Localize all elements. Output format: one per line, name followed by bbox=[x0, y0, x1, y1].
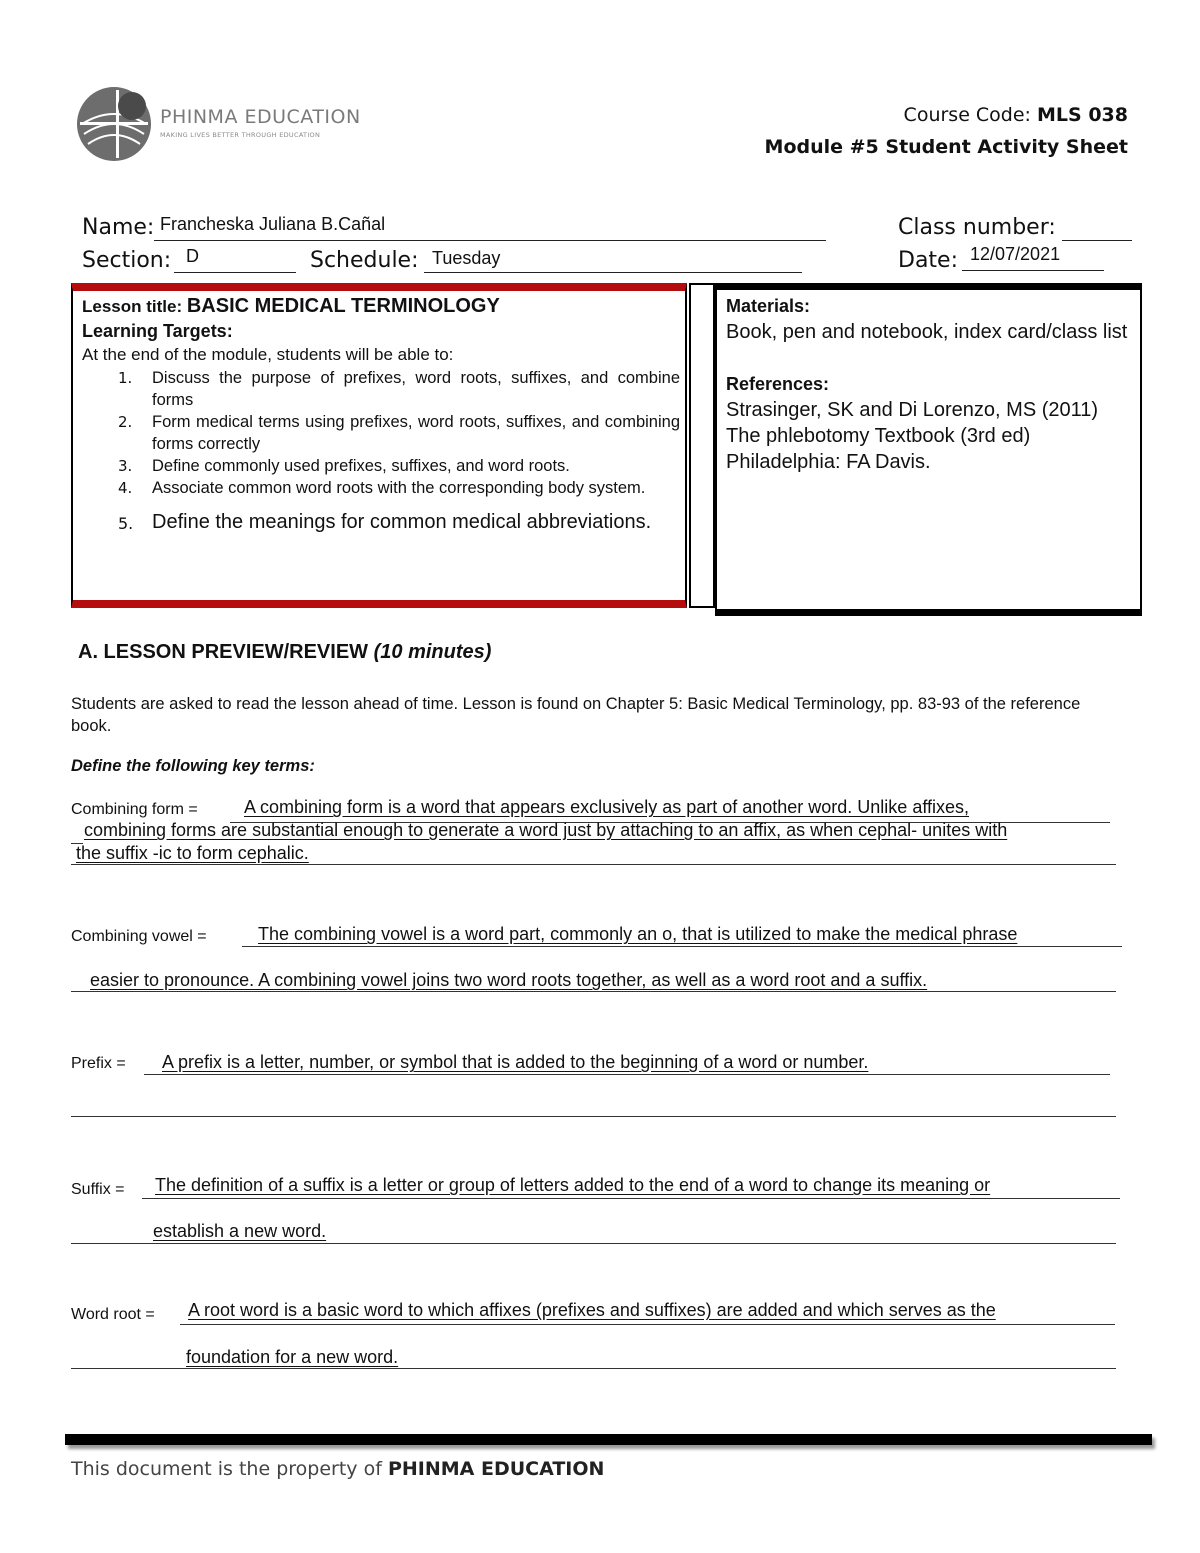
schedule-field[interactable] bbox=[424, 246, 802, 273]
answer-combining-vowel-2[interactable]: easier to pronounce. A combining vowel joins two word roots together, as well as a word root and a suffix. bbox=[90, 970, 928, 990]
answer-suffix-2[interactable]: establish a new word. bbox=[153, 1221, 327, 1241]
answer-combining-vowel-1[interactable]: The combining vowel is a word part, commonly an o, that is utilized to make the medical phrase bbox=[258, 924, 1018, 944]
answer-word-root-2[interactable]: foundation for a new word. bbox=[186, 1347, 399, 1367]
module-title: Module #5 Student Activity Sheet bbox=[764, 136, 1128, 158]
materials-text: Book, pen and notebook, index card/class list bbox=[726, 321, 1128, 343]
section-a-intro: Students are asked to read the lesson ahead of time. Lesson is found on Chapter 5: Basic Medical Terminology, pp. 83-93 of the reference book. bbox=[71, 695, 1081, 735]
name-label: Name: bbox=[82, 215, 155, 240]
materials-label: Materials: bbox=[726, 296, 811, 316]
objective-text: Discuss the purpose of prefixes, word roots, suffixes, and combine forms bbox=[152, 369, 680, 409]
answer-line bbox=[142, 1198, 1120, 1199]
section-label: Section: bbox=[82, 248, 172, 273]
section-a-title: A. LESSON PREVIEW/REVIEW bbox=[78, 641, 369, 663]
answer-line bbox=[242, 946, 1122, 947]
class-number-field[interactable] bbox=[1062, 214, 1132, 241]
term-label-word-root: Word root = bbox=[71, 1306, 155, 1323]
objective-item bbox=[82, 477, 680, 499]
materials-content bbox=[726, 293, 1131, 475]
schedule-label: Schedule: bbox=[310, 248, 419, 273]
references-label: References: bbox=[726, 374, 830, 394]
name-field[interactable] bbox=[154, 214, 826, 241]
globe-book-icon bbox=[74, 84, 154, 164]
schedule-value: Tuesday bbox=[432, 248, 501, 268]
term-label-combining-form: Combining form = bbox=[71, 801, 198, 818]
answer-combining-form-2[interactable]: combining forms are substantial enough to generate a word just by attaching to an affix, as when cephal- unites with bbox=[84, 820, 1008, 840]
section-a-heading bbox=[78, 641, 491, 664]
course-code-label: Course Code: bbox=[903, 104, 1031, 126]
date-field[interactable] bbox=[962, 244, 1104, 271]
lesson-title: BASIC MEDICAL TERMINOLOGY bbox=[186, 295, 500, 317]
answer-line bbox=[180, 1324, 1115, 1325]
divider-box bbox=[689, 283, 715, 608]
answer-combining-form-3[interactable]: the suffix -ic to form cephalic. bbox=[76, 843, 309, 863]
objective-text: Define commonly used prefixes, suffixes, and word roots. bbox=[152, 457, 570, 475]
section-a-time: (10 minutes) bbox=[373, 641, 492, 663]
objective-text: Define the meanings for common medical abbreviations. bbox=[152, 511, 652, 533]
class-number-label: Class number: bbox=[898, 215, 1056, 240]
date-value: 12/07/2021 bbox=[970, 244, 1061, 264]
answer-combining-form-1[interactable]: A combining form is a word that appears exclusively as part of another word. Unlike affixes, bbox=[244, 797, 970, 817]
logo-tagline: MAKING LIVES BETTER THROUGH EDUCATION bbox=[160, 131, 321, 139]
objective-number: 1. bbox=[118, 369, 133, 387]
footer-org: PHINMA EDUCATION bbox=[387, 1458, 605, 1480]
answer-word-root-1[interactable]: A root word is a basic word to which affixes (prefixes and suffixes) are added and which serves as the bbox=[188, 1300, 996, 1320]
course-code bbox=[904, 104, 1128, 126]
section-field[interactable] bbox=[174, 246, 296, 273]
answer-line bbox=[71, 1368, 1116, 1369]
learning-targets-intro: At the end of the module, students will be able to: bbox=[82, 345, 454, 364]
objective-text: Associate common word roots with the corresponding body system. bbox=[152, 479, 646, 497]
lesson-content bbox=[82, 294, 680, 535]
learning-targets-label: Learning Targets: bbox=[82, 321, 233, 341]
objective-number: 3. bbox=[118, 457, 133, 475]
term-label-prefix: Prefix = bbox=[71, 1055, 126, 1072]
objective-item bbox=[82, 411, 680, 455]
objective-number: 2. bbox=[118, 413, 133, 431]
references-text: Strasinger, SK and Di Lorenzo, MS (2011) The phlebotomy Textbook (3rd ed) Philadelphia: FA Davis. bbox=[726, 399, 1099, 473]
answer-suffix-1[interactable]: The definition of a suffix is a letter or group of letters added to the end of a word to change its meaning or bbox=[155, 1175, 991, 1195]
term-label-combining-vowel: Combining vowel = bbox=[71, 928, 207, 945]
answer-line bbox=[144, 1074, 1110, 1075]
objective-text: Form medical terms using prefixes, word roots, suffixes, and combining forms correctly bbox=[152, 413, 680, 453]
objective-number: 4. bbox=[118, 479, 133, 497]
logo-name: PHINMA EDUCATION bbox=[160, 106, 361, 128]
lesson-title-row bbox=[82, 294, 680, 319]
course-code-value: MLS 038 bbox=[1037, 104, 1128, 126]
answer-prefix-1[interactable]: A prefix is a letter, number, or symbol that is added to the beginning of a word or number. bbox=[162, 1052, 869, 1072]
name-value: Francheska Juliana B.Cañal bbox=[160, 214, 386, 234]
objective-item bbox=[82, 509, 680, 535]
define-label: Define the following key terms: bbox=[71, 757, 315, 775]
date-label: Date: bbox=[898, 248, 958, 273]
answer-line bbox=[71, 864, 1116, 865]
answer-line bbox=[71, 991, 1116, 992]
objective-number: 5. bbox=[118, 514, 134, 533]
lesson-title-label: Lesson title: bbox=[82, 297, 183, 316]
term-label-suffix: Suffix = bbox=[71, 1181, 125, 1198]
footer-bar bbox=[65, 1434, 1152, 1445]
answer-line bbox=[71, 1243, 1116, 1244]
objective-item bbox=[82, 367, 680, 411]
footer-note bbox=[71, 1458, 604, 1480]
answer-line bbox=[71, 1116, 1116, 1117]
footer-text: This document is the property of bbox=[71, 1458, 382, 1480]
section-value: D bbox=[186, 246, 199, 266]
objective-item bbox=[82, 455, 680, 477]
